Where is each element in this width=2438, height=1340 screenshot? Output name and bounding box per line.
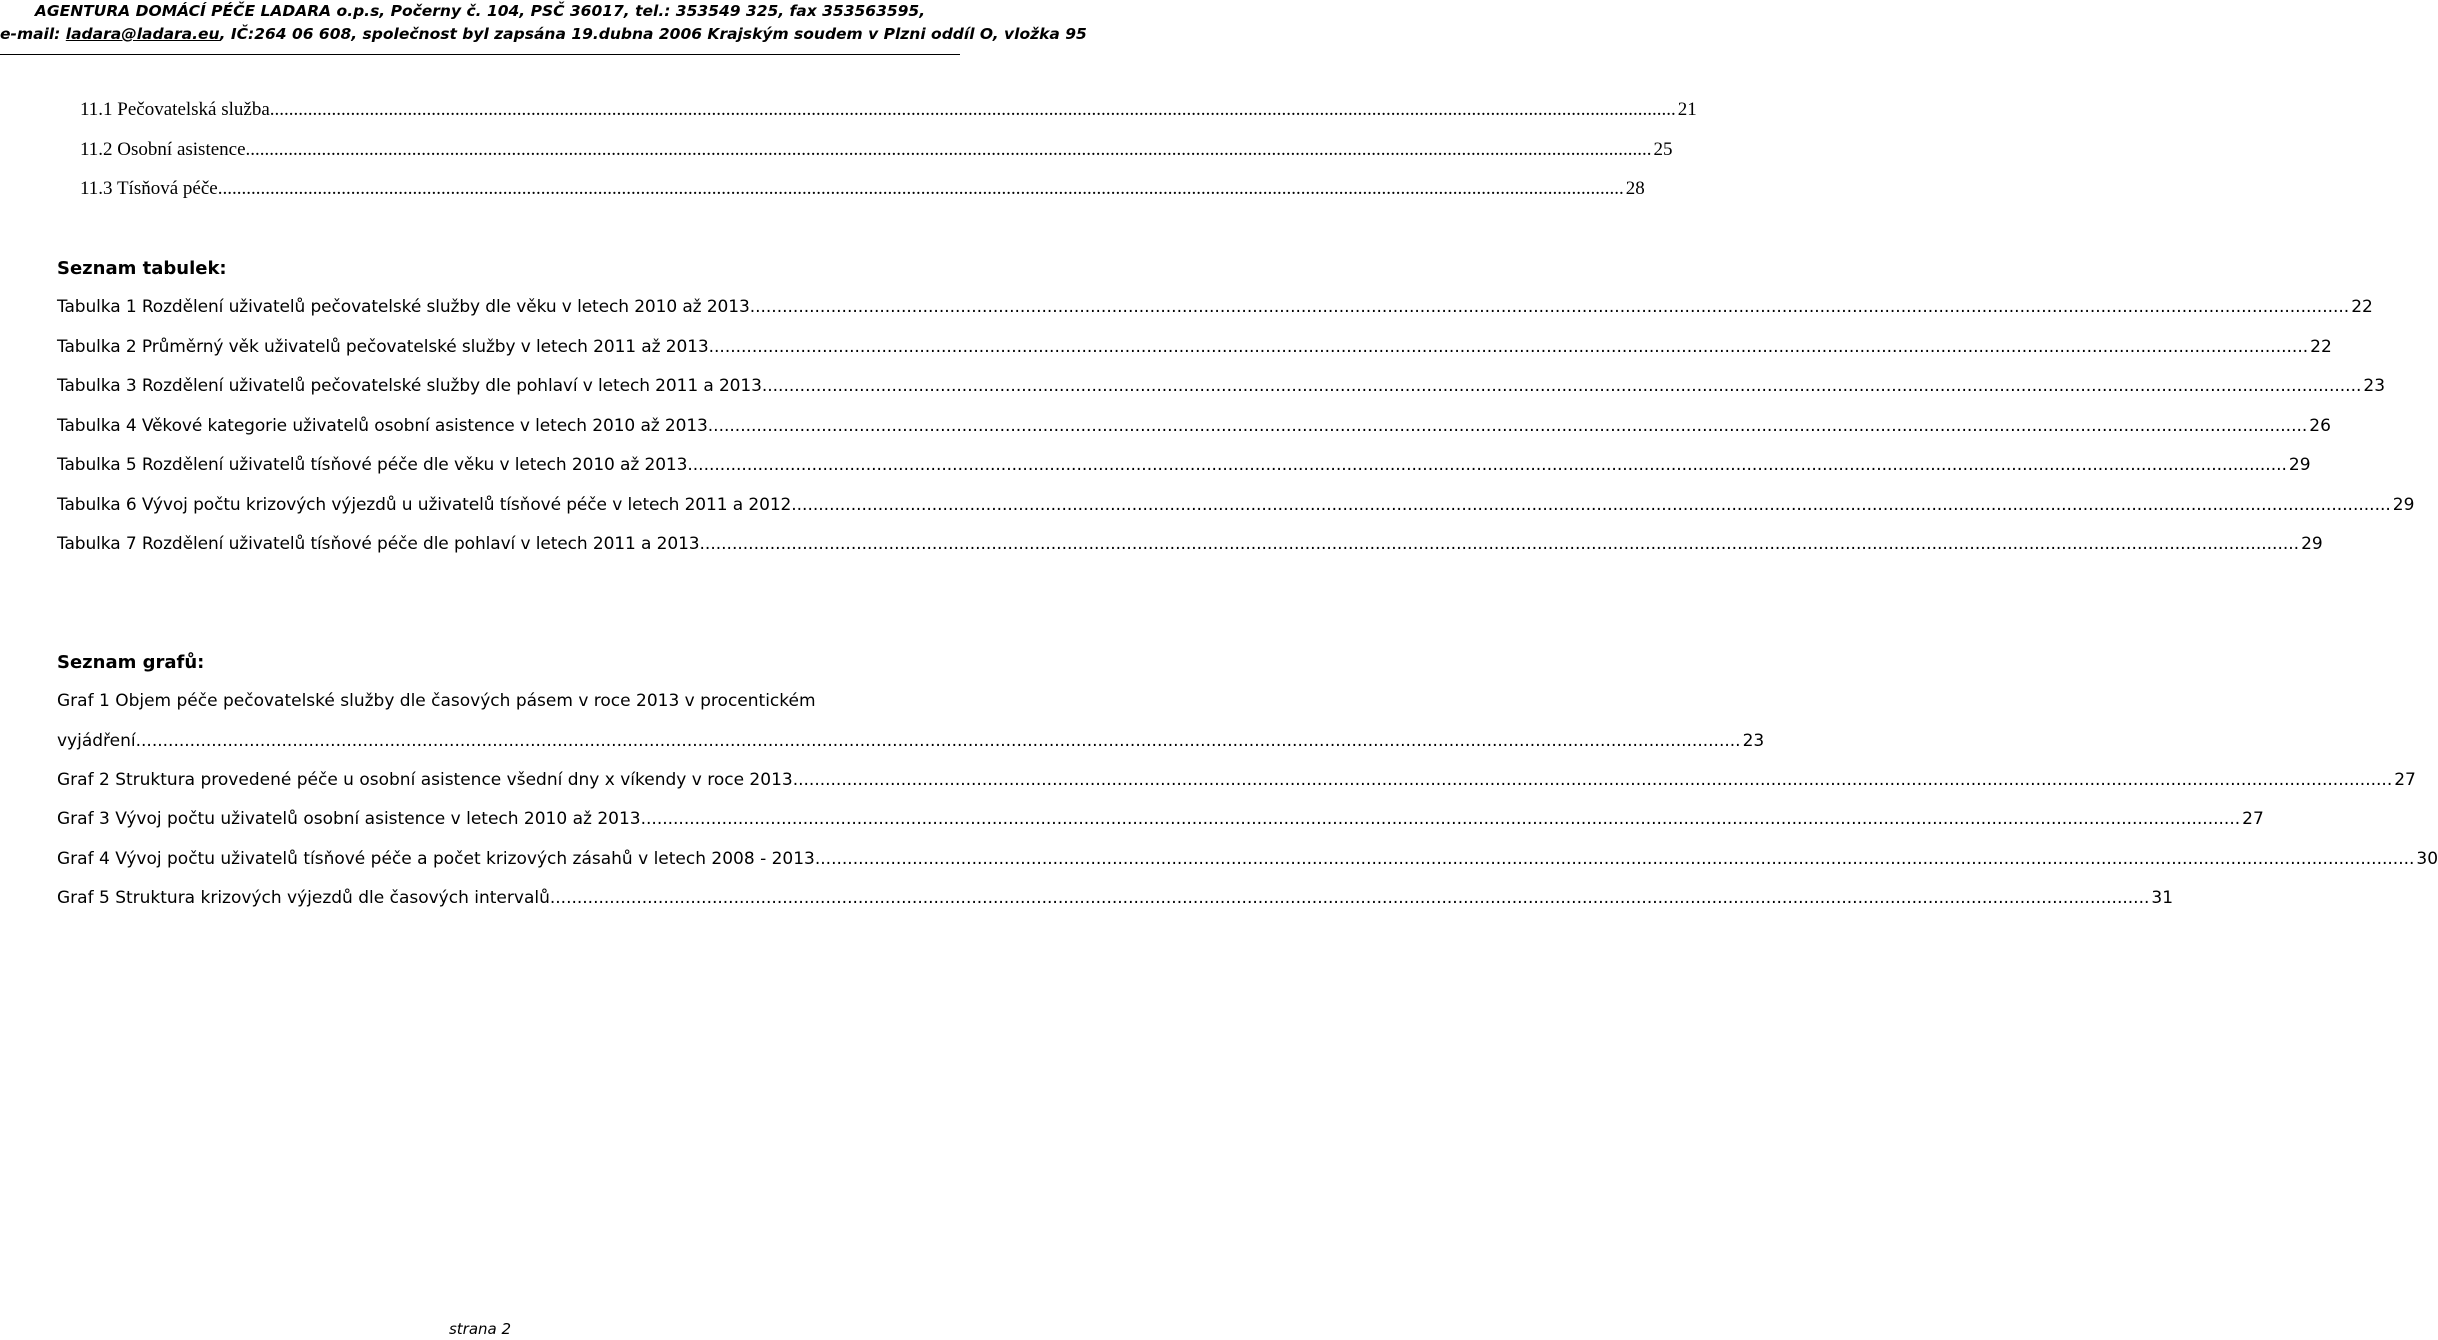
table-list-label: Tabulka 4 Věkové kategorie uživatelů osobní asistence v letech 2010 až 2013 [57,416,708,436]
toc-leader-dots [793,767,2393,793]
table-list-page: 29 [2392,495,2415,515]
graph-list-label: vyjádření. [57,731,142,751]
toc-entry-page: 28 [1625,178,1645,199]
table-list-entry[interactable] [57,531,2323,557]
graph-list-entry[interactable] [57,767,2416,793]
letterhead [0,0,1087,46]
graph-list-entry[interactable] [57,728,1765,754]
graph-list-label: Graf 3 Vývoj počtu uživatelů osobní asistence v letech 2010 až 2013 [57,809,641,829]
toc-leader-dots [641,806,2241,832]
graph-list-page: 23 [1742,731,1765,751]
table-list-label: Tabulka 5 Rozdělení uživatelů tísňové péče dle věku v letech 2010 až 2013 [57,455,688,475]
graph-list-page: 27 [2394,770,2416,790]
table-list-page: 26 [2309,416,2331,436]
toc-entry-page: 25 [1653,139,1673,160]
toc-leader-dots [762,373,2362,399]
toc-leader-dots [218,176,1624,202]
graph-list-page: 30 [2416,849,2438,869]
toc-leader-dots [700,531,2300,557]
letterhead-email-prefix: e-mail: [0,25,66,43]
toc-leader-dots [791,492,2391,518]
toc-entry[interactable] [80,176,1645,202]
graph-1-title-line[interactable]: Graf 1 Objem péče pečovatelské služby dle časových pásem v roce 2013 v procentickém [57,691,816,711]
graph-list-entry[interactable] [57,885,2174,911]
toc-entry-label: 11.1 Pečovatelská služba [80,99,270,120]
graph-list-page: 31 [2151,888,2174,908]
table-list-page: 29 [2288,455,2311,475]
letterhead-line-1: AGENTURA DOMÁCÍ PÉČE LADARA o.p.s, Počerny č. 104, PSČ 36017, tel.: 353549 325, fax 353563595, [34,2,926,20]
letterhead-line-2 [0,23,1087,46]
letterhead-email-link[interactable]: ladara@ladara.eu [65,25,220,43]
graph-list-entry[interactable] [57,806,2264,832]
letterhead-divider [0,54,960,55]
toc-entry[interactable] [80,97,1697,123]
table-list-entry[interactable] [57,413,2331,439]
table-list-label: Tabulka 3 Rozdělení uživatelů pečovatelské služby dle pohlaví v letech 2011 a 2013 [57,376,762,396]
table-list-entry[interactable] [57,492,2415,518]
table-list-entry[interactable] [57,334,2332,360]
toc-entry-label: 11.2 Osobní asistence [80,139,246,160]
toc-leader-dots [550,885,2150,911]
table-list-label: Tabulka 2 Průměrný věk uživatelů pečovatelské služby v letech 2011 až 2013 [57,337,709,357]
toc-leader-dots [708,413,2308,439]
toc-leader-dots [246,137,1652,163]
toc-entry-label: 11.3 Tísňová péče [80,178,218,199]
toc-entry-page: 21 [1677,99,1697,120]
page-number-footer: strana 2 [448,1320,512,1338]
graph-list-label: Graf 5 Struktura krizových výjezdů dle časových intervalů [57,888,550,908]
table-list-label: Tabulka 7 Rozdělení uživatelů tísňové péče dle pohlaví v letech 2011 a 2013 [57,534,700,554]
table-list-page: 29 [2301,534,2323,554]
table-list-entry[interactable] [57,373,2386,399]
toc-leader-dots [687,452,2287,478]
graphs-list-heading: Seznam grafů: [57,652,205,673]
table-list-page: 22 [2351,297,2373,317]
table-list-label: Tabulka 6 Vývoj počtu krizových výjezdů u uživatelů tísňové péče v letech 2011 a 2012 [57,495,792,515]
graph-list-entry[interactable] [57,846,2438,872]
toc-leader-dots [750,294,2350,320]
table-list-page: 22 [2310,337,2332,357]
table-list-entry[interactable] [57,452,2311,478]
graph-list-label: Graf 2 Struktura provedené péče u osobní asistence všední dny x víkendy v roce 2013 [57,770,793,790]
graph-list-label: Graf 4 Vývoj počtu uživatelů tísňové péče a počet krizových zásahů v letech 2008 - 2013 [57,849,815,869]
table-list-label: Tabulka 1 Rozdělení uživatelů pečovatelské služby dle věku v letech 2010 až 2013 [57,297,750,317]
toc-leader-dots [815,846,2415,872]
letterhead-registration: , IČ:264 06 608, společnost byl zapsána 19.dubna 2006 Krajským soudem v Plzni oddíl O, vložka 95 [219,25,1087,43]
table-list-entry[interactable] [57,294,2373,320]
toc-entry[interactable] [80,137,1673,163]
toc-leader-dots [141,728,1741,754]
toc-leader-dots [709,334,2309,360]
graph-list-page: 27 [2242,809,2264,829]
table-list-page: 23 [2363,376,2386,396]
tables-list-heading: Seznam tabulek: [57,258,227,279]
toc-leader-dots [270,97,1676,123]
